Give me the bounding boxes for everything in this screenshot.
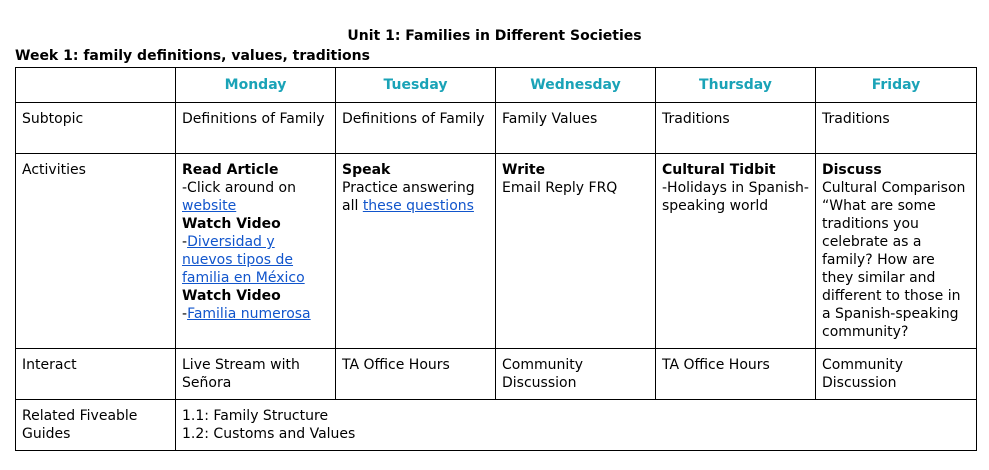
discuss-heading: Discuss xyxy=(822,162,882,178)
guide-item-2: 1.2: Customs and Values xyxy=(182,426,356,442)
row-label-guides: Related Fiveable Guides xyxy=(16,400,176,451)
day-header-thursday: Thursday xyxy=(656,68,816,103)
interact-wednesday: Community Discussion xyxy=(496,349,656,400)
day-header-monday: Monday xyxy=(176,68,336,103)
interact-row xyxy=(16,349,977,400)
cultural-tidbit-heading: Cultural Tidbit xyxy=(662,162,776,178)
dash-1: - xyxy=(182,234,188,250)
speak-heading: Speak xyxy=(342,162,391,178)
write-heading: Write xyxy=(502,162,546,178)
activities-wednesday xyxy=(496,154,656,349)
guides-list xyxy=(176,400,977,451)
activities-row xyxy=(16,154,977,349)
weekly-schedule-table xyxy=(15,67,977,451)
subtopic-monday: Definitions of Family xyxy=(176,103,336,154)
subtopic-thursday: Traditions xyxy=(656,103,816,154)
row-label-interact: Interact xyxy=(16,349,176,400)
cultural-comparison-text: Cultural Comparison “What are some traditions you celebrate as a family? How are they similar and different to those in a Spanish-speaking community? xyxy=(822,180,966,340)
unit-title: Unit 1: Families in Different Societies xyxy=(347,28,642,44)
day-header-tuesday: Tuesday xyxy=(336,68,496,103)
guide-item-1: 1.1: Family Structure xyxy=(182,408,329,424)
interact-tuesday: TA Office Hours xyxy=(336,349,496,400)
watch-video-heading-2: Watch Video xyxy=(182,288,281,304)
diversidad-video-link[interactable]: Diversidad y nuevos tipos de familia en México xyxy=(182,234,305,286)
these-questions-link[interactable]: these questions xyxy=(362,198,474,214)
day-header-friday: Friday xyxy=(816,68,977,103)
header-row xyxy=(16,68,977,103)
activities-monday xyxy=(176,154,336,349)
row-label-subtopic: Subtopic xyxy=(16,103,176,154)
activities-thursday xyxy=(656,154,816,349)
day-header-wednesday: Wednesday xyxy=(496,68,656,103)
read-article-heading: Read Article xyxy=(182,162,279,178)
interact-monday: Live Stream with Señora xyxy=(176,349,336,400)
holidays-text: -Holidays in Spanish-speaking world xyxy=(662,180,809,214)
corner-cell xyxy=(16,68,176,103)
practice-text: Practice answering all xyxy=(342,180,475,214)
interact-thursday: TA Office Hours xyxy=(656,349,816,400)
dash-2: - xyxy=(182,306,188,322)
guides-row xyxy=(16,400,977,451)
interact-friday: Community Discussion xyxy=(816,349,977,400)
email-reply-text: Email Reply FRQ xyxy=(502,180,618,196)
subtopic-tuesday: Definitions of Family xyxy=(336,103,496,154)
click-around-text: -Click around on xyxy=(182,180,296,196)
website-link[interactable]: website xyxy=(182,198,237,214)
subtopic-wednesday: Family Values xyxy=(496,103,656,154)
watch-video-heading-1: Watch Video xyxy=(182,216,281,232)
familia-numerosa-link[interactable]: Familia numerosa xyxy=(187,306,311,322)
week-title: Week 1: family definitions, values, traditions xyxy=(15,48,370,64)
subtopic-friday: Traditions xyxy=(816,103,977,154)
subtopic-row xyxy=(16,103,977,154)
activities-tuesday xyxy=(336,154,496,349)
row-label-activities: Activities xyxy=(16,154,176,349)
activities-friday xyxy=(816,154,977,349)
